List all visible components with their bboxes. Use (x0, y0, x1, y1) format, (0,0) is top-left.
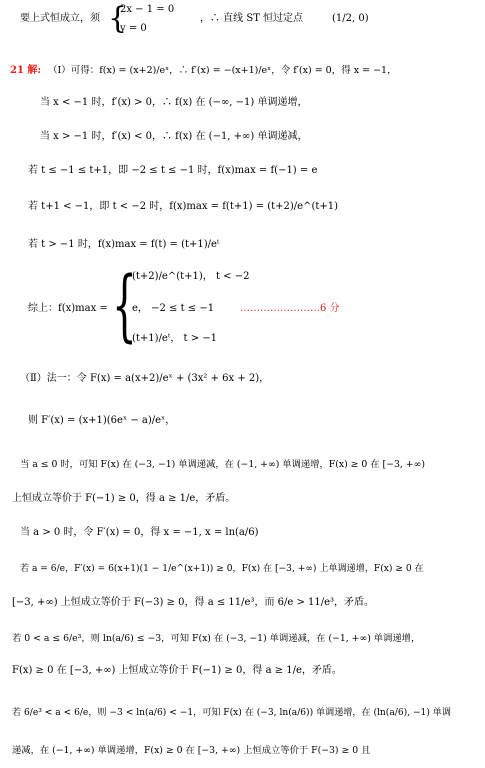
score-marker: ……………………6 分 (240, 303, 340, 314)
line-11: 当 a ≤ 0 时，可知 F(x) 在 (−3, −1) 单调递减，在 (−1, +∞) 单调递增，F(x) ≥ 0 在 [−3, +∞) (20, 459, 425, 470)
line-4: 当 x > −1 时，f′(x) < 0，∴ f(x) 在 (−1, +∞) 单调递减， (40, 131, 308, 142)
system-brace: { (108, 1, 128, 36)
piecewise-case-3: (t+1)/eᵗ， t > −1 (132, 333, 217, 344)
line-16: 若 0 < a ≤ 6/e³，则 ln(a/6) ≤ −3，可知 F(x) 在 (−3, −1) 单调递减，在 (−1, +∞) 单调递增， (12, 633, 421, 644)
summary-label: 综上：f(x)max = (28, 303, 108, 314)
line-1d: ，∴ 直线 ST 恒过定点 (200, 13, 304, 24)
piecewise-case-1: (t+2)/e^(t+1)， t < −2 (132, 271, 250, 282)
line-6: 若 t+1 < −1，即 t < −2 时，f(x)max = f(t+1) = (t+2)/e^(t+1) (28, 201, 339, 212)
line-10: 则 F′(x) = (x+1)(6eˣ − a)/eˣ， (28, 415, 176, 426)
line-17: F(x) ≥ 0 在 [−3, +∞) 上恒成立等价于 F(−1) ≥ 0，得 a ≥ 1/e，矛盾。 (12, 665, 342, 676)
line-1a: 要上式恒成立，须 (20, 13, 100, 24)
line-1e: (1/2, 0) (332, 13, 369, 24)
line-18: 若 6/e³ < a < 6/e，则 −3 < ln(a/6) < −1，可知 F(x) 在 (−3, ln(a/6)) 单调递增，在 (ln(a/6), −1) 单调 (12, 708, 451, 718)
line-1c: y = 0 (120, 23, 147, 34)
line-7: 若 t > −1 时，f(x)max = f(t) = (t+1)/eᵗ (28, 239, 220, 250)
line-14: 若 a = 6/e，F′(x) = 6(x+1)(1 − 1/e^(x+1)) ≥ 0，F(x) 在 [−3, +∞) 上单调递增，F(x) ≥ 0 在 (20, 564, 424, 574)
line-15: [−3, +∞) 上恒成立等价于 F(−3) ≥ 0，得 a ≤ 11/e³，而 6/e > 11/e³，矛盾。 (12, 597, 375, 608)
problem-label: 21 解: (10, 65, 42, 76)
line-2: （Ⅰ）可得：f(x) = (x+2)/eˣ，∴ f′(x) = −(x+1)/eˣ，令 f′(x) = 0，得 x = −1， (48, 65, 397, 76)
line-5: 若 t ≤ −1 ≤ t+1，即 −2 ≤ t ≤ −1 时，f(x)max = f(−1) = e (28, 165, 318, 176)
line-9: （Ⅱ）法一：令 F(x) = a(x+2)/eˣ + (3x² + 6x + 2)， (20, 373, 270, 384)
piecewise-case-2: e， −2 ≤ t ≤ −1 (132, 303, 215, 314)
line-19: 递减，在 (−1, +∞) 单调递增，F(x) ≥ 0 在 [−3, +∞) 上恒成立等价于 F(−3) ≥ 0 且 (12, 745, 371, 756)
line-1b: 2x − 1 = 0 (120, 4, 175, 15)
line-13: 当 a > 0 时，令 F′(x) = 0，得 x = −1, x = ln(a/6) (20, 527, 259, 538)
line-12: 上恒成立等价于 F(−1) ≥ 0，得 a ≥ 1/e，矛盾。 (12, 493, 236, 504)
piecewise-brace: { (112, 261, 137, 351)
line-3: 当 x < −1 时，f′(x) > 0，∴ f(x) 在 (−∞, −1) 单调递增， (40, 97, 308, 108)
